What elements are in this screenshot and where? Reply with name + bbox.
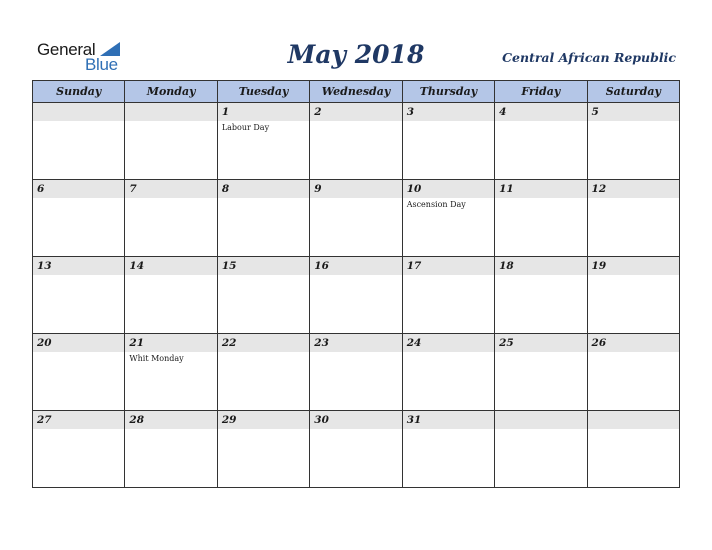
day-cell — [33, 334, 125, 411]
weekday-friday: Friday — [495, 81, 587, 103]
day-cell — [125, 103, 217, 180]
day-cell — [402, 334, 494, 411]
day-header-bar — [125, 411, 216, 429]
day-cell — [495, 180, 587, 257]
holiday-label: Whit Monday — [129, 354, 184, 363]
day-number: 19 — [591, 260, 607, 272]
day-number: 28 — [129, 414, 145, 426]
calendar-title: May 2018 — [287, 40, 425, 69]
day-number: 18 — [499, 260, 514, 272]
day-number: 8 — [221, 183, 230, 195]
week-row — [33, 334, 680, 411]
day-cell — [310, 334, 402, 411]
day-header-bar — [588, 257, 679, 275]
day-number: 27 — [37, 414, 52, 426]
day-header-bar — [588, 103, 679, 121]
day-cell — [310, 180, 402, 257]
week-row — [33, 180, 680, 257]
day-cell — [402, 257, 494, 334]
day-cell — [587, 103, 679, 180]
day-cell — [402, 103, 494, 180]
country-name: Central African Republic — [502, 50, 676, 65]
day-cell — [310, 411, 402, 488]
day-number: 17 — [406, 260, 422, 272]
day-cell — [402, 180, 494, 257]
day-cell — [587, 411, 679, 488]
day-number: 15 — [221, 260, 237, 272]
day-cell — [125, 257, 217, 334]
day-cell — [495, 334, 587, 411]
holiday-label: Labour Day — [221, 123, 270, 132]
day-cell — [217, 257, 309, 334]
day-number: 4 — [499, 106, 507, 118]
day-header-bar — [588, 334, 679, 352]
day-header-bar — [403, 180, 494, 198]
day-header-bar — [218, 411, 309, 429]
day-number: 5 — [591, 106, 599, 118]
day-header-bar — [125, 257, 216, 275]
day-header-bar — [218, 103, 309, 121]
day-number: 31 — [406, 414, 422, 426]
holiday-label: Ascension Day — [406, 200, 466, 209]
day-number: 30 — [314, 414, 329, 426]
day-header-bar — [495, 411, 586, 429]
day-header-bar — [310, 103, 401, 121]
day-cell — [217, 103, 309, 180]
day-cell — [217, 334, 309, 411]
day-cell — [125, 334, 217, 411]
day-header-bar — [125, 180, 216, 198]
day-cell — [495, 411, 587, 488]
day-number: 22 — [221, 337, 237, 349]
day-header-bar — [495, 257, 586, 275]
day-header-bar — [310, 334, 401, 352]
day-header-bar — [588, 180, 679, 198]
day-cell — [495, 257, 587, 334]
weekday-tuesday: Tuesday — [217, 81, 309, 103]
day-cell — [587, 257, 679, 334]
day-number: 1 — [221, 106, 230, 118]
day-header-bar — [403, 334, 494, 352]
day-header-bar — [495, 334, 586, 352]
weekday-wednesday: Wednesday — [310, 81, 402, 103]
day-number: 7 — [129, 183, 137, 195]
weekday-thursday: Thursday — [402, 81, 494, 103]
day-cell — [125, 180, 217, 257]
day-cell — [587, 334, 679, 411]
day-number: 6 — [37, 183, 45, 195]
day-header-bar — [495, 180, 586, 198]
day-header-bar — [33, 411, 124, 429]
day-number: 16 — [314, 260, 329, 272]
day-header-bar — [403, 257, 494, 275]
day-cell — [587, 180, 679, 257]
day-header-bar — [495, 103, 586, 121]
day-number: 3 — [406, 106, 414, 118]
day-number: 24 — [406, 337, 422, 349]
day-cell — [402, 411, 494, 488]
day-cell — [33, 411, 125, 488]
day-cell — [495, 103, 587, 180]
day-number: 29 — [221, 414, 237, 426]
day-cell — [33, 257, 125, 334]
week-row — [33, 257, 680, 334]
day-header-bar — [310, 257, 401, 275]
day-cell — [33, 180, 125, 257]
week-row — [33, 103, 680, 180]
day-header-bar — [218, 334, 309, 352]
day-cell — [310, 257, 402, 334]
weekday-monday: Monday — [125, 81, 217, 103]
logo-general-text: General — [37, 40, 96, 59]
day-header-bar — [33, 334, 124, 352]
day-number: 21 — [129, 337, 145, 349]
weekday-saturday: Saturday — [587, 81, 679, 103]
week-row — [33, 411, 680, 488]
calendar-grid — [32, 80, 680, 488]
logo-blue-text: Blue — [85, 55, 118, 74]
weekday-header-row — [33, 81, 680, 103]
day-header-bar — [125, 334, 216, 352]
day-cell — [217, 411, 309, 488]
day-header-bar — [33, 180, 124, 198]
day-cell — [33, 103, 125, 180]
day-header-bar — [218, 257, 309, 275]
day-number: 25 — [499, 337, 514, 349]
weekday-sunday: Sunday — [33, 81, 125, 103]
day-number: 12 — [591, 183, 607, 195]
day-header-bar — [125, 103, 216, 121]
day-header-bar — [218, 180, 309, 198]
day-cell — [310, 103, 402, 180]
day-number: 23 — [314, 337, 329, 349]
day-header-bar — [403, 411, 494, 429]
day-header-bar — [403, 103, 494, 121]
day-header-bar — [33, 257, 124, 275]
day-number: 20 — [37, 337, 52, 349]
day-cell — [125, 411, 217, 488]
day-header-bar — [33, 103, 124, 121]
day-header-bar — [310, 180, 401, 198]
day-number: 14 — [129, 260, 145, 272]
day-header-bar — [310, 411, 401, 429]
day-number: 11 — [499, 183, 514, 195]
day-number: 26 — [591, 337, 607, 349]
day-number: 2 — [314, 106, 322, 118]
day-number: 9 — [314, 183, 322, 195]
day-header-bar — [588, 411, 679, 429]
day-number: 13 — [37, 260, 52, 272]
day-cell — [217, 180, 309, 257]
day-number: 10 — [406, 183, 422, 195]
